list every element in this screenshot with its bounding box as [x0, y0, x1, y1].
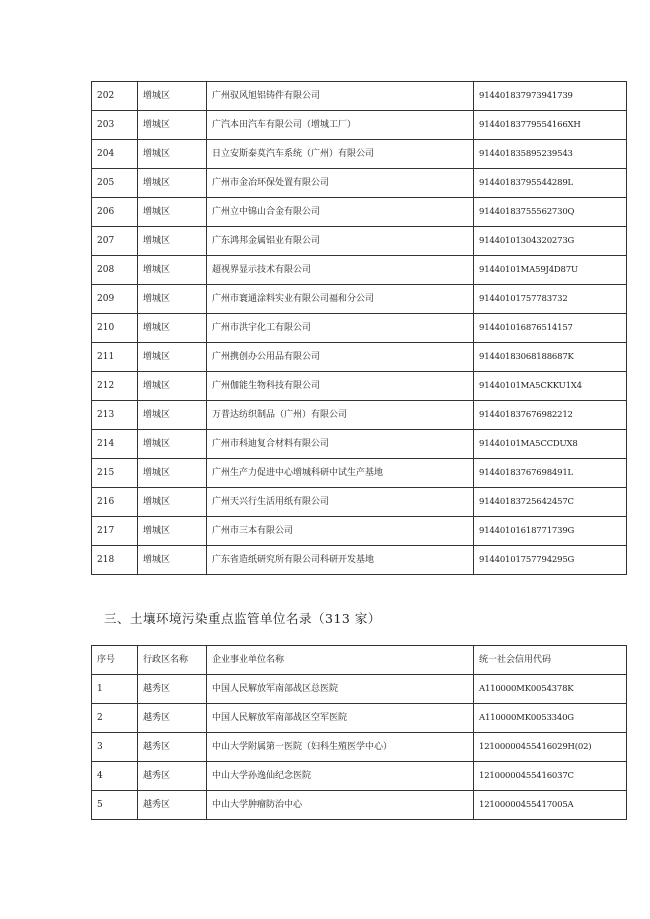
cell-district: 增城区	[138, 430, 207, 459]
table-row	[92, 791, 627, 820]
cell-unit-name: 广州生产力促进中心增城科研中试生产基地	[207, 459, 474, 488]
table-row	[92, 256, 627, 285]
cell-district: 增城区	[138, 140, 207, 169]
cell-unit-name: 万普达纺织制品（广州）有限公司	[207, 401, 474, 430]
header-cell-district: 行政区名称	[138, 646, 207, 675]
table-row	[92, 488, 627, 517]
cell-credit-code: 914401837973941739	[474, 82, 627, 111]
cell-district: 越秀区	[138, 704, 207, 733]
cell-index: 1	[92, 675, 138, 704]
cell-unit-name: 广东鸿邦金属铝业有限公司	[207, 227, 474, 256]
cell-index: 4	[92, 762, 138, 791]
table-body	[92, 82, 627, 575]
cell-unit-name: 中山大学孙逸仙纪念医院	[207, 762, 474, 791]
cell-unit-name: 广州立中锦山合金有限公司	[207, 198, 474, 227]
cell-credit-code: 91440183068188687K	[474, 343, 627, 372]
cell-district: 增城区	[138, 169, 207, 198]
table-row	[92, 314, 627, 343]
cell-unit-name: 广州市洪宇化工有限公司	[207, 314, 474, 343]
table-row	[92, 430, 627, 459]
table-row	[92, 111, 627, 140]
cell-unit-name: 广州伽能生物科技有限公司	[207, 372, 474, 401]
cell-unit-name: 中国人民解放军南部战区总医院	[207, 675, 474, 704]
cell-unit-name: 广州市三本有限公司	[207, 517, 474, 546]
cell-index: 216	[92, 488, 138, 517]
cell-credit-code: 914401835895239543	[474, 140, 627, 169]
table-row	[92, 675, 627, 704]
cell-credit-code: 91440183795544289L	[474, 169, 627, 198]
cell-index: 215	[92, 459, 138, 488]
header-cell-unit-name: 企业事业单位名称	[207, 646, 474, 675]
cell-credit-code: 12100000455416037C	[474, 762, 627, 791]
cell-index: 209	[92, 285, 138, 314]
cell-credit-code: 91440101MA5CCDUX8	[474, 430, 627, 459]
cell-district: 增城区	[138, 256, 207, 285]
cell-index: 210	[92, 314, 138, 343]
cell-district: 增城区	[138, 517, 207, 546]
cell-district: 增城区	[138, 198, 207, 227]
cell-district: 增城区	[138, 459, 207, 488]
table-header-row	[92, 646, 627, 675]
cell-district: 增城区	[138, 227, 207, 256]
cell-unit-name: 超视界显示技术有限公司	[207, 256, 474, 285]
table-row	[92, 198, 627, 227]
cell-credit-code: 91440101618771739G	[474, 517, 627, 546]
cell-district: 增城区	[138, 285, 207, 314]
cell-district: 越秀区	[138, 762, 207, 791]
cell-district: 增城区	[138, 343, 207, 372]
cell-unit-name: 广州驭风旭铝铸件有限公司	[207, 82, 474, 111]
table-row	[92, 733, 627, 762]
cell-credit-code: 91440101304320273G	[474, 227, 627, 256]
cell-credit-code: 91440183767698491L	[474, 459, 627, 488]
cell-district: 增城区	[138, 488, 207, 517]
cell-credit-code: 914401016876514157	[474, 314, 627, 343]
cell-index: 206	[92, 198, 138, 227]
cell-unit-name: 中山大学附属第一医院（妇科生殖医学中心）	[207, 733, 474, 762]
section-title: 三、土壤环境污染重点监管单位名录（313 家）	[104, 611, 381, 626]
cell-credit-code: 91440101757783732	[474, 285, 627, 314]
cell-unit-name: 中山大学肿瘤防治中心	[207, 791, 474, 820]
table-row	[92, 401, 627, 430]
table-row	[92, 343, 627, 372]
cell-index: 208	[92, 256, 138, 285]
cell-district: 越秀区	[138, 791, 207, 820]
cell-credit-code: 914401837676982212	[474, 401, 627, 430]
cell-unit-name: 广州市科迪复合材料有限公司	[207, 430, 474, 459]
cell-credit-code: 12100000455416029H(02)	[474, 733, 627, 762]
table-body	[92, 675, 627, 820]
cell-index: 214	[92, 430, 138, 459]
cell-index: 3	[92, 733, 138, 762]
cell-credit-code: A110000MK0053340G	[474, 704, 627, 733]
cell-unit-name: 广州携创办公用品有限公司	[207, 343, 474, 372]
table-row	[92, 762, 627, 791]
cell-index: 211	[92, 343, 138, 372]
cell-index: 5	[92, 791, 138, 820]
cell-credit-code: 12100000455417005A	[474, 791, 627, 820]
cell-credit-code: 91440101MA5CKKU1X4	[474, 372, 627, 401]
cell-unit-name: 中国人民解放军南部战区空军医院	[207, 704, 474, 733]
cell-unit-name: 日立安斯泰莫汽车系统（广州）有限公司	[207, 140, 474, 169]
cell-index: 217	[92, 517, 138, 546]
cell-unit-name: 广东省造纸研究所有限公司科研开发基地	[207, 546, 474, 575]
table-row	[92, 459, 627, 488]
cell-credit-code: 91440101757794295G	[474, 546, 627, 575]
cell-unit-name: 广州市寰通涂料实业有限公司福和分公司	[207, 285, 474, 314]
cell-district: 增城区	[138, 372, 207, 401]
cell-credit-code: 91440183779554166XH	[474, 111, 627, 140]
cell-unit-name: 广州市金冶环保处置有限公司	[207, 169, 474, 198]
cell-credit-code: 91440183725642457C	[474, 488, 627, 517]
cell-index: 212	[92, 372, 138, 401]
cell-index: 207	[92, 227, 138, 256]
cell-district: 越秀区	[138, 733, 207, 762]
cell-index: 202	[92, 82, 138, 111]
cell-credit-code: 91440101MA59J4D87U	[474, 256, 627, 285]
cell-index: 213	[92, 401, 138, 430]
cell-index: 205	[92, 169, 138, 198]
cell-district: 增城区	[138, 401, 207, 430]
pollution-unit-table-continued	[91, 81, 627, 575]
cell-unit-name: 广州天兴行生活用纸有限公司	[207, 488, 474, 517]
table-row	[92, 82, 627, 111]
cell-district: 增城区	[138, 314, 207, 343]
cell-index: 218	[92, 546, 138, 575]
table-row	[92, 546, 627, 575]
cell-index: 2	[92, 704, 138, 733]
cell-unit-name: 广汽本田汽车有限公司（增城工厂）	[207, 111, 474, 140]
cell-index: 204	[92, 140, 138, 169]
cell-credit-code: A110000MK0054378K	[474, 675, 627, 704]
table-row	[92, 372, 627, 401]
table-row	[92, 704, 627, 733]
table-row	[92, 169, 627, 198]
table-row	[92, 517, 627, 546]
cell-district: 增城区	[138, 111, 207, 140]
cell-credit-code: 91440183755562730Q	[474, 198, 627, 227]
table-row	[92, 140, 627, 169]
cell-index: 203	[92, 111, 138, 140]
cell-district: 增城区	[138, 82, 207, 111]
cell-district: 增城区	[138, 546, 207, 575]
table-row	[92, 227, 627, 256]
header-cell-index: 序号	[92, 646, 138, 675]
header-cell-credit-code: 统一社会信用代码	[474, 646, 627, 675]
table-row	[92, 285, 627, 314]
cell-district: 越秀区	[138, 675, 207, 704]
soil-pollution-unit-table	[91, 645, 627, 820]
